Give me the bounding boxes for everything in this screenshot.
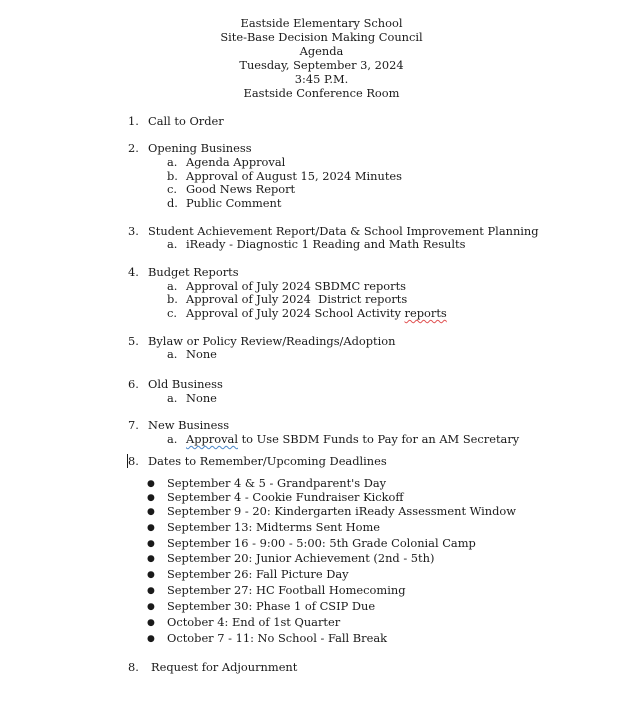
sub-item-sbdm-funds-secretary <box>186 432 519 446</box>
item-call-to-order: Call to Order <box>148 114 224 128</box>
date-item: September 20: Junior Achievement (2nd - 5th) <box>167 551 435 565</box>
sub-item-none: None <box>186 347 217 361</box>
bullet-icon: ● <box>147 493 155 503</box>
sub-item-letter: a. <box>167 237 178 251</box>
sub-item-iready-results: iReady - Diagnostic 1 Reading and Math Results <box>186 237 466 251</box>
date-item: September 13: Midterms Sent Home <box>167 520 381 534</box>
sub-item-school-activity-reports <box>186 306 447 320</box>
spellcheck-flagged-word[interactable]: reports <box>404 306 447 320</box>
sub-item-text: Approval of July 2024 School Activity <box>186 306 405 320</box>
meeting-time: 3:45 P.M. <box>294 72 349 86</box>
date-item: September 9 - 20: Kindergarten iReady Assessment Window <box>167 504 517 518</box>
item-number: 3. <box>128 224 139 238</box>
item-number: 6. <box>128 377 139 391</box>
sub-item-minutes-approval: Approval of August 15, 2024 Minutes <box>186 169 403 183</box>
date-item: September 27: HC Football Homecoming <box>167 583 406 597</box>
school-name: Eastside Elementary School <box>240 16 403 30</box>
meeting-location: Eastside Conference Room <box>243 86 400 100</box>
sub-item-letter: d. <box>167 196 178 210</box>
item-number: 4. <box>128 265 139 279</box>
date-item: September 4 & 5 - Grandparent's Day <box>167 476 387 490</box>
sub-item-letter: a. <box>167 432 178 446</box>
sub-item-text: to Use SBDM Funds to Pay for an AM Secretary <box>237 432 520 446</box>
item-new-business: New Business <box>148 418 230 432</box>
meeting-date: Tuesday, September 3, 2024 <box>239 58 404 72</box>
bullet-icon: ● <box>147 554 155 564</box>
sub-item-letter: b. <box>167 169 178 183</box>
sub-item-public-comment: Public Comment <box>186 196 282 210</box>
sub-item-letter: a. <box>167 391 178 405</box>
item-number: 8. <box>128 454 139 468</box>
bullet-icon: ● <box>147 570 155 580</box>
grammar-flagged-word[interactable]: Approval <box>186 432 238 446</box>
bullet-icon: ● <box>147 523 155 533</box>
council-name: Site-Base Decision Making Council <box>220 30 423 44</box>
item-number: 5. <box>128 334 139 348</box>
bullet-icon: ● <box>147 602 155 612</box>
sub-item-agenda-approval: Agenda Approval <box>186 155 286 169</box>
item-opening-business: Opening Business <box>148 141 252 155</box>
bullet-icon: ● <box>147 586 155 596</box>
bullet-icon: ● <box>147 539 155 549</box>
sub-item-letter: a. <box>167 155 178 169</box>
item-number: 7. <box>128 418 139 432</box>
date-item: October 4: End of 1st Quarter <box>167 615 341 629</box>
sub-item-letter: c. <box>167 182 178 196</box>
sub-item-letter: c. <box>167 306 178 320</box>
item-number: 1. <box>128 114 139 128</box>
document-type: Agenda <box>299 44 344 58</box>
sub-item-none: None <box>186 391 217 405</box>
sub-item-letter: a. <box>167 347 178 361</box>
date-item: September 4 - Cookie Fundraiser Kickoff <box>167 490 404 504</box>
item-old-business: Old Business <box>148 377 223 391</box>
date-item: September 16 - 9:00 - 5:00: 5th Grade Colonial Camp <box>167 536 476 550</box>
item-bylaw-policy-review: Bylaw or Policy Review/Readings/Adoption <box>148 334 396 348</box>
bullet-icon: ● <box>147 507 155 517</box>
date-item: September 30: Phase 1 of CSIP Due <box>167 599 376 613</box>
bullet-icon: ● <box>147 634 155 644</box>
item-dates-to-remember: Dates to Remember/Upcoming Deadlines <box>148 454 387 468</box>
sub-item-good-news: Good News Report <box>186 182 296 196</box>
sub-item-district-reports: Approval of July 2024 District reports <box>186 292 408 306</box>
item-number: 8. <box>128 660 139 674</box>
sub-item-letter: a. <box>167 279 178 293</box>
item-student-achievement: Student Achievement Report/Data & School Improvement Planning <box>148 224 539 238</box>
item-request-for-adjournment: Request for Adjournment <box>151 660 298 674</box>
date-item: September 26: Fall Picture Day <box>167 567 349 581</box>
agenda-header <box>0 16 643 100</box>
sub-item-sbdmc-reports: Approval of July 2024 SBDMC reports <box>186 279 407 293</box>
date-item: October 7 - 11: No School - Fall Break <box>167 631 388 645</box>
bullet-icon: ● <box>147 618 155 628</box>
bullet-icon: ● <box>147 479 155 489</box>
item-budget-reports: Budget Reports <box>148 265 239 279</box>
item-number: 2. <box>128 141 139 155</box>
sub-item-letter: b. <box>167 292 178 306</box>
